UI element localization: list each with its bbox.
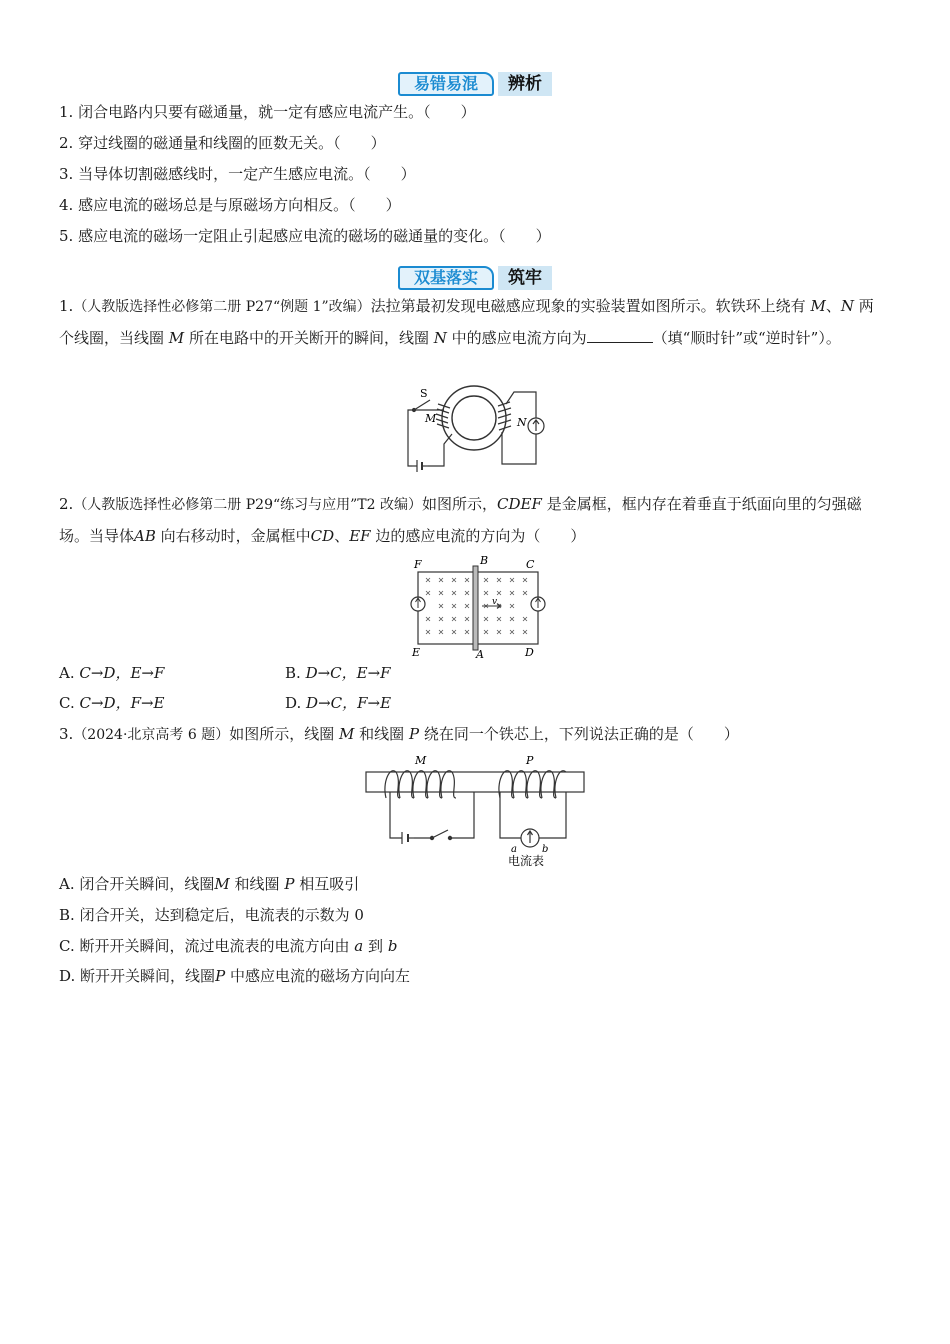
question-number: 1. [59, 297, 74, 315]
iron-core-coils-figure [362, 752, 588, 870]
section-banner-mistakes [398, 70, 552, 98]
question-3 [59, 724, 739, 745]
judgment-2: 2. 穿过线圈的磁通量和线圈的匝数无关。（ ） [59, 134, 386, 152]
coil-label-p: P [526, 754, 534, 767]
q2-option-b[interactable] [285, 663, 391, 683]
option-text: 和线圈 [234, 875, 280, 893]
banner-label-text: 辨析 [508, 74, 542, 94]
corner-label-d: D [525, 646, 534, 659]
banner-label [498, 266, 552, 290]
option-text: 中感应电流的磁场方向向左 [229, 967, 410, 985]
var-ab: AB [134, 527, 156, 545]
question-text: （填“顺时针”或“逆时针”）。 [652, 329, 841, 347]
field-cross-mark [510, 604, 514, 608]
question-text: 边的感应电流的方向为（ ） [375, 527, 586, 545]
question-text: 所在电路中的开关断开的瞬间，线圈 [188, 329, 429, 347]
field-cross-mark [465, 617, 469, 621]
field-cross-mark [452, 630, 456, 634]
option-key: D. [285, 694, 302, 712]
var-b: b [387, 937, 398, 955]
separator: 、 [334, 527, 350, 545]
rod-label-b: B [480, 554, 489, 567]
option-key: C. [59, 694, 75, 712]
field-cross-mark [439, 604, 443, 608]
field-cross-mark [484, 617, 488, 621]
separator: 、 [825, 297, 841, 315]
judgment-3: 3. 当导体切割磁感线时，一定产生感应电流。（ ） [59, 165, 416, 183]
var-n: N [433, 329, 447, 347]
var-cd: CD [310, 527, 335, 545]
q3-option-a[interactable] [59, 874, 359, 894]
field-cross-mark [484, 591, 488, 595]
question-text: 是金属框，框内存在着垂直于纸面向里的匀强磁场。当导体 [59, 495, 862, 545]
question-text: 向右移动时，金属框中 [160, 527, 311, 545]
question-text: 如图所示， [422, 495, 498, 513]
field-cross-mark [452, 604, 456, 608]
field-cross-mark [426, 617, 430, 621]
option-text: 相互吸引 [299, 875, 360, 893]
corner-label-f: F [414, 558, 422, 571]
option-text: 闭合开关瞬间，线圈 [79, 875, 215, 893]
field-cross-mark [523, 591, 527, 595]
terminal-label-b: b [542, 844, 549, 855]
metal-frame-figure [408, 552, 548, 660]
banner-label [498, 72, 552, 96]
field-cross-mark [439, 578, 443, 582]
option-text: 到 [368, 937, 384, 955]
terminal-label-a: a [511, 844, 517, 855]
field-cross-mark [452, 617, 456, 621]
question-number: 3. [59, 725, 74, 743]
field-cross-mark [465, 604, 469, 608]
field-cross-mark [497, 630, 501, 634]
field-cross-mark [452, 591, 456, 595]
var-m: M [339, 725, 355, 743]
question-2 [59, 489, 885, 552]
question-text: 如图所示，线圈 [229, 725, 335, 743]
option-key: C. [59, 937, 75, 955]
field-cross-mark [497, 617, 501, 621]
option-text: 闭合开关，达到稳定后，电流表的示数为 0 [79, 906, 364, 924]
var-a: a [354, 937, 364, 955]
field-cross-mark [484, 630, 488, 634]
option-key: A. [59, 875, 75, 893]
field-cross-mark [439, 630, 443, 634]
ammeter-label: 电流表 [508, 854, 545, 868]
judgment-1: 1. 闭合电路内只要有磁通量，就一定有感应电流产生。（ ） [59, 103, 476, 121]
field-cross-mark [510, 630, 514, 634]
option-text: 断开开关瞬间，线圈 [80, 967, 216, 985]
field-cross-mark [510, 617, 514, 621]
banner-tag-text: 双基落实 [413, 268, 478, 287]
field-cross-mark [465, 591, 469, 595]
field-cross-mark [497, 578, 501, 582]
judgment-4: 4. 感应电流的磁场总是与原磁场方向相反。（ ） [59, 196, 401, 214]
option-text: D→C，F→E [306, 694, 392, 712]
option-key: A. [59, 664, 75, 682]
var-ef: EF [349, 527, 371, 545]
q2-option-c[interactable] [59, 693, 165, 713]
question-source: （人教版选择性必修第二册 P27“例题 1”改编） [73, 299, 371, 315]
option-key: D. [59, 967, 76, 985]
var-p: P [284, 875, 295, 893]
judgment-5: 5. 感应电流的磁场一定阻止引起感应电流的磁场的磁通量的变化。（ ） [59, 227, 551, 245]
field-cross-mark [452, 578, 456, 582]
corner-label-e: E [412, 646, 421, 659]
question-text: 两个线圈，当线圈 [59, 297, 874, 347]
field-cross-mark [439, 591, 443, 595]
field-cross-mark [497, 591, 501, 595]
field-cross-mark [523, 630, 527, 634]
coil-label-m: M [425, 412, 437, 425]
option-text: D→C，E→F [305, 664, 391, 682]
question-source: （2024·北京高考 6 题） [73, 727, 230, 743]
q2-option-d[interactable] [285, 693, 391, 713]
section-banner-basics [398, 264, 552, 292]
banner-tag [398, 72, 494, 96]
var-m: M [214, 875, 230, 893]
switch-label-s: S [420, 387, 428, 400]
corner-label-c: C [526, 558, 535, 571]
answer-blank[interactable] [587, 328, 653, 343]
option-text: 断开开关瞬间，流过电流表的电流方向由 [79, 937, 350, 955]
option-text: C→D，E→F [79, 664, 165, 682]
field-cross-mark [439, 617, 443, 621]
banner-label-text: 筑牢 [508, 268, 542, 288]
field-cross-mark [523, 617, 527, 621]
rod-label-a: A [476, 648, 484, 660]
option-text: C→D，F→E [79, 694, 165, 712]
var-p: P [215, 967, 226, 985]
question-text: 中的感应电流方向为 [451, 329, 587, 347]
field-cross-mark [484, 578, 488, 582]
field-cross-mark [510, 591, 514, 595]
q3-option-b[interactable] [59, 905, 364, 925]
field-cross-mark [426, 591, 430, 595]
faraday-ring-figure [400, 382, 550, 474]
option-key: B. [59, 906, 75, 924]
var-cdef: CDEF [497, 495, 542, 513]
field-cross-mark [465, 630, 469, 634]
conductor-rod-ab [473, 566, 478, 650]
banner-tag [398, 266, 494, 290]
var-p: P [408, 725, 420, 743]
coil-label-n: N [517, 416, 527, 429]
option-key: B. [285, 664, 301, 682]
banner-tag-text: 易错易混 [413, 74, 478, 93]
velocity-label-v: v [492, 597, 498, 607]
q3-option-d[interactable] [59, 966, 410, 986]
var-m: M [168, 329, 185, 347]
field-cross-mark [523, 578, 527, 582]
question-text: 法拉第最初发现电磁感应现象的实验装置如图所示。软铁环上绕有 [370, 297, 806, 315]
var-m: M [810, 297, 826, 315]
field-cross-mark [510, 578, 514, 582]
question-number: 2. [59, 495, 74, 513]
question-1 [59, 291, 885, 354]
coil-label-m: M [415, 754, 427, 767]
question-text: 绕在同一个铁芯上，下列说法正确的是（ ） [423, 725, 739, 743]
question-source: （人教版选择性必修第二册 P29“练习与应用”T2 改编） [73, 497, 423, 513]
field-cross-mark [465, 578, 469, 582]
q3-option-c[interactable] [59, 936, 397, 956]
question-text: 和线圈 [359, 725, 405, 743]
field-cross-mark [426, 578, 430, 582]
var-n: N [840, 297, 854, 315]
field-cross-mark [426, 630, 430, 634]
q2-option-a[interactable] [59, 663, 164, 683]
